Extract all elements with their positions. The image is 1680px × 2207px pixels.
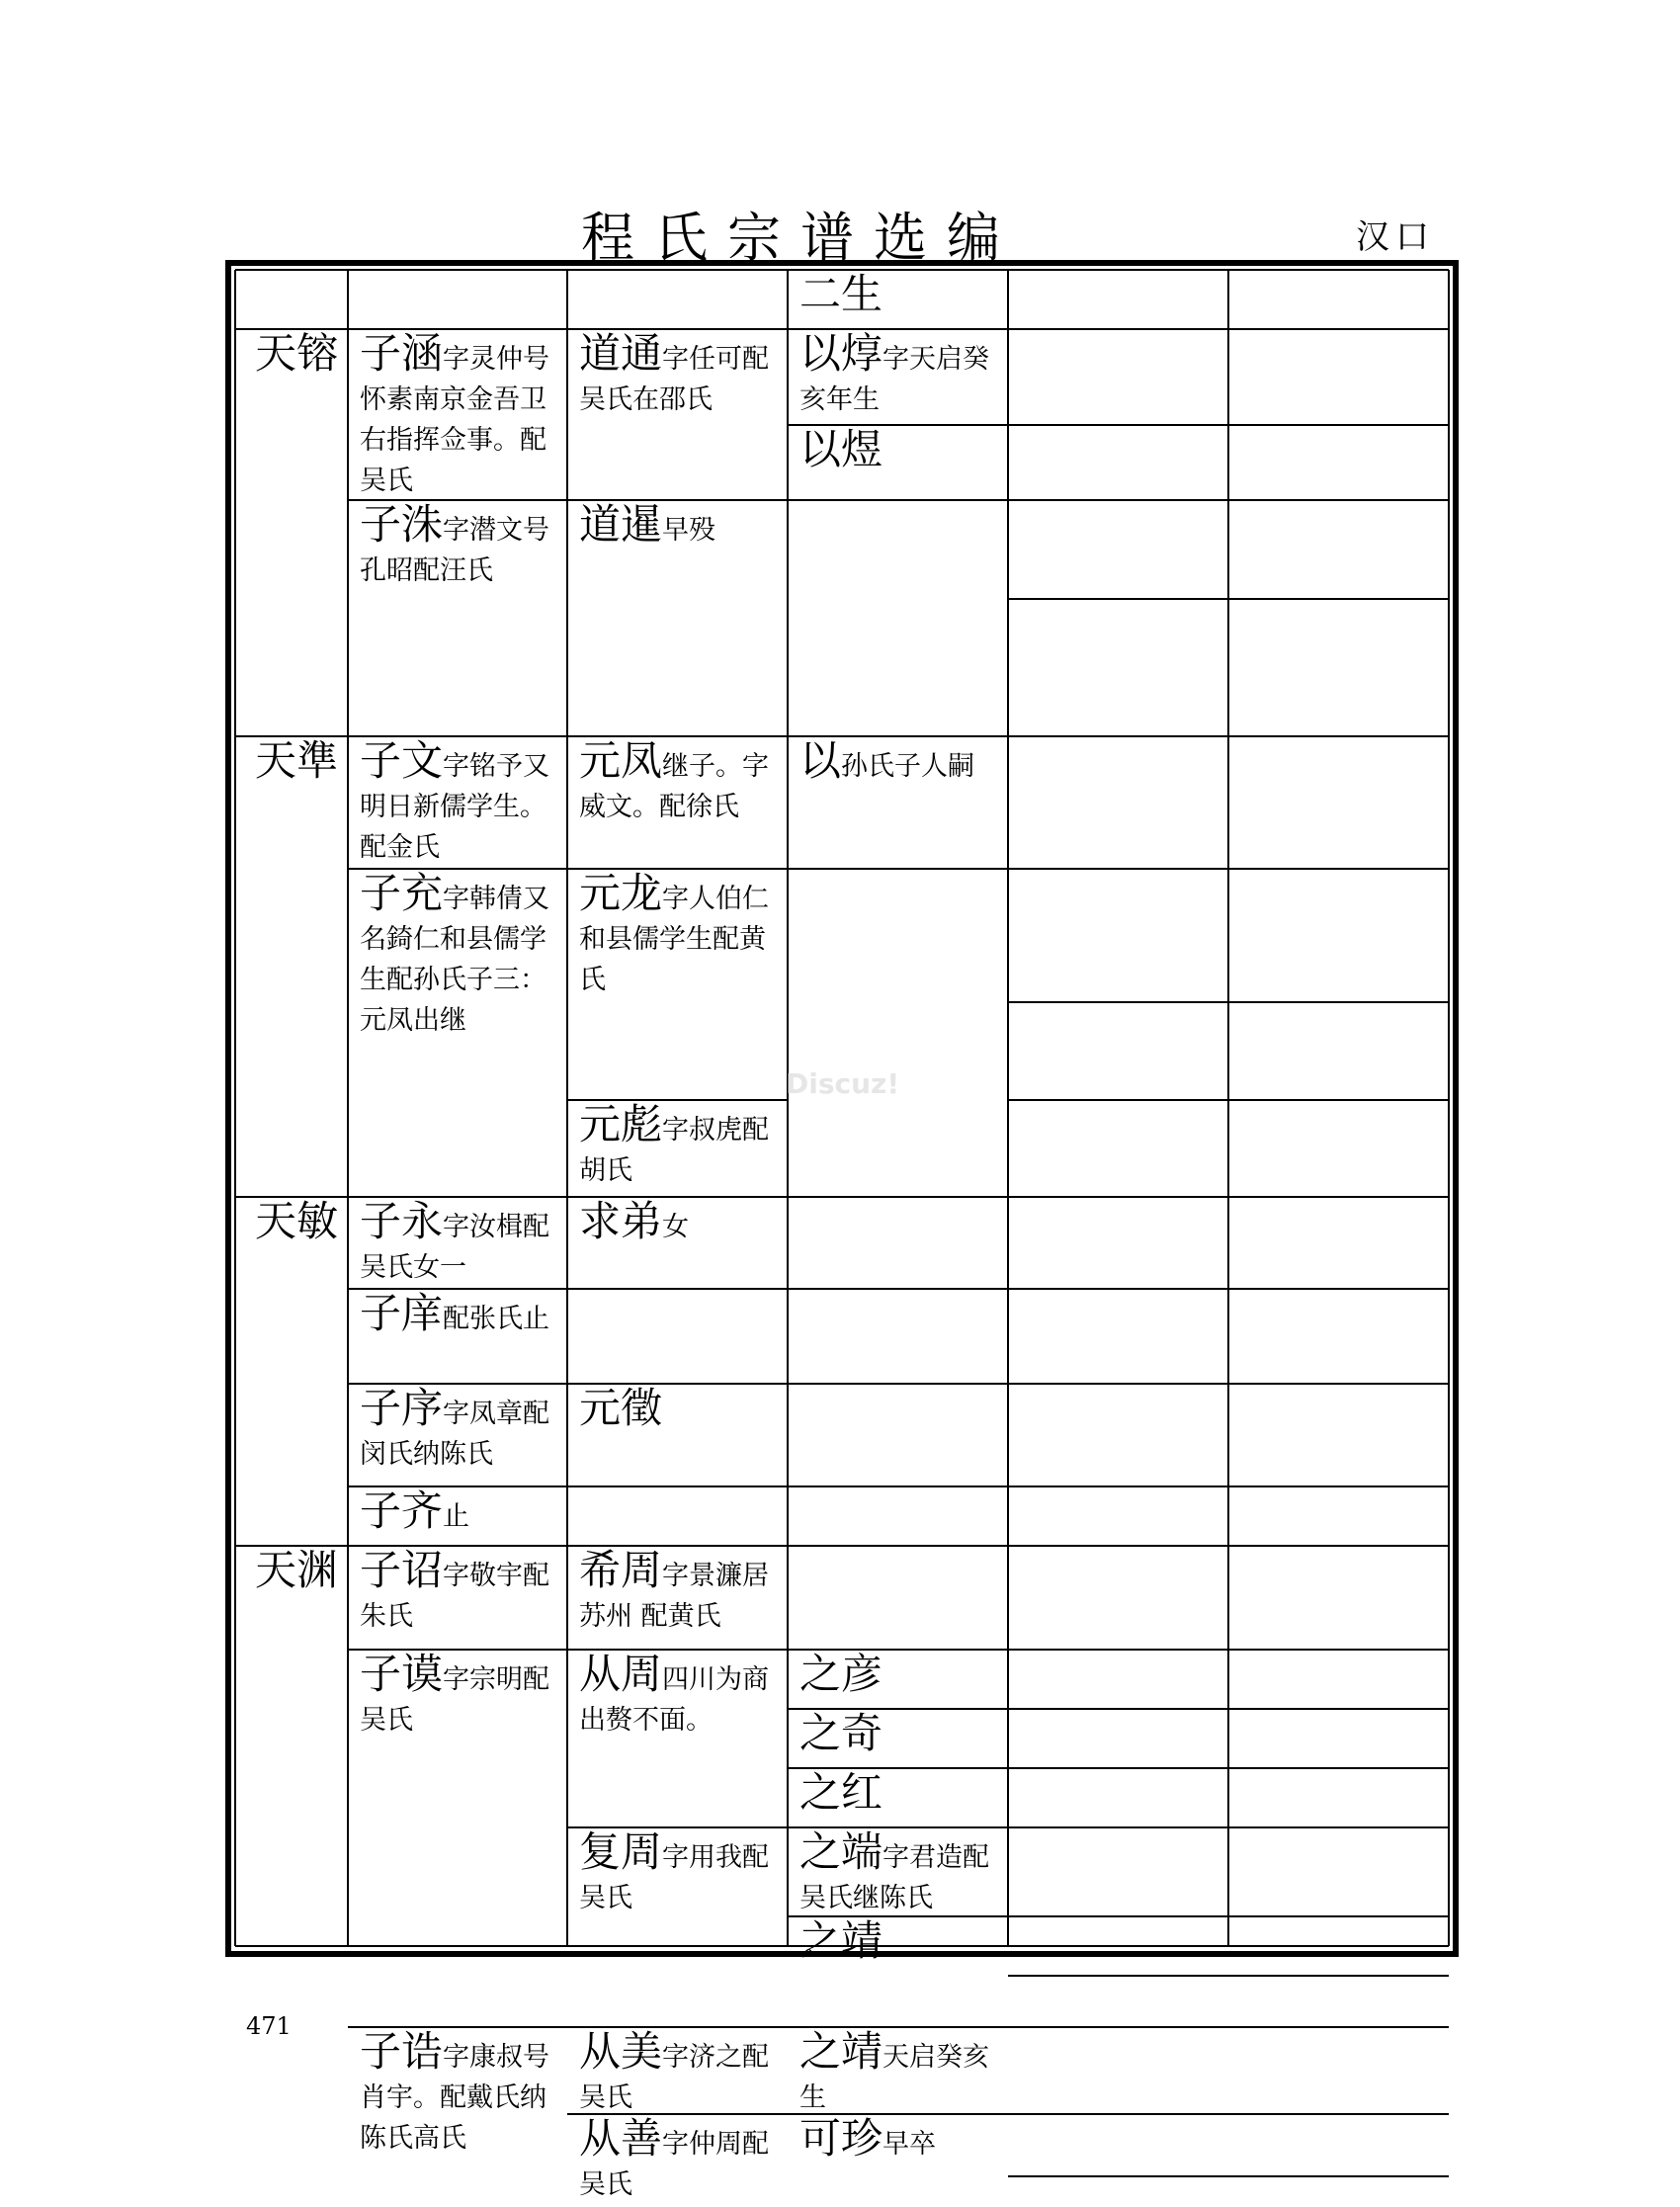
- row-divider: [1008, 1975, 1449, 1977]
- person-cell: [788, 1650, 1008, 1709]
- person-note: 字敬宇配朱氏: [360, 1561, 550, 1632]
- person-note: 字铭予又明日新儒学生。配金氏: [360, 751, 550, 863]
- person-name: 从善: [579, 2114, 663, 2163]
- row-divider: [1008, 2026, 1449, 2028]
- region-label: 汉口: [1356, 217, 1435, 257]
- person-cell: [567, 2114, 788, 2207]
- page-title: 程氏宗谱选编: [581, 207, 1020, 269]
- person-name: 可珍: [799, 2114, 883, 2163]
- person-name: 元龙: [579, 869, 663, 917]
- row-divider: [788, 1545, 1008, 1547]
- row-divider: [1008, 1001, 1449, 1003]
- person-note: 字韩倩又名錡仁和县儒学生配孙氏子三：元凤出继: [360, 884, 550, 1036]
- person-note: 字景濂居苏州 配黄氏: [579, 1561, 770, 1632]
- person-note: 字凤章配闵氏纳陈氏: [360, 1399, 550, 1470]
- person-cell: [567, 1827, 788, 2027]
- person-cell: [788, 1916, 1008, 2027]
- person-note: 字康叔号肖宇。配戴氏纳陈氏高氏: [360, 2042, 550, 2154]
- person-note: 止: [443, 1501, 470, 1532]
- person-note: 字汝楫配吴氏女一: [360, 1212, 550, 1283]
- person-note: 继子。字威文。配徐氏: [579, 751, 770, 822]
- person-note: 早卒: [882, 2129, 937, 2160]
- row-divider: [1008, 499, 1449, 501]
- row-divider: [1008, 1545, 1449, 1547]
- row-divider: [1008, 1099, 1449, 1101]
- person-cell: [567, 329, 788, 500]
- person-cell: [788, 1768, 1008, 1827]
- row-divider: [1008, 2113, 1449, 2115]
- person-note: 字人伯仁和县儒学生配黄氏: [579, 884, 770, 995]
- person-name: 元徵: [579, 1384, 663, 1432]
- person-note: 字仲周配吴氏: [579, 2129, 770, 2200]
- person-cell: [567, 500, 788, 736]
- person-cell: [788, 425, 1008, 500]
- person-name: 天镕: [255, 329, 339, 378]
- generation-cell: [235, 1546, 348, 1946]
- row-divider: [1008, 868, 1449, 870]
- person-name: 子文: [360, 736, 444, 785]
- person-name: 之红: [799, 1768, 883, 1817]
- row-divider: [1008, 1708, 1449, 1710]
- row-divider: [1008, 1485, 1449, 1487]
- row-divider: [1008, 1826, 1449, 1828]
- person-name: 子齐: [360, 1486, 444, 1535]
- watermark-text: Discuz!: [786, 1067, 900, 1100]
- generation-cell: [235, 1197, 348, 1546]
- person-note: 字济之配吴氏: [579, 2042, 770, 2113]
- person-name: 元凤: [579, 736, 663, 785]
- row-divider: [1008, 1196, 1449, 1198]
- row-divider: [1008, 328, 1449, 330]
- person-note: 字用我配吴氏: [579, 1842, 770, 1913]
- person-name: 以焞: [799, 329, 883, 378]
- person-cell: [348, 329, 567, 500]
- person-cell: [567, 1100, 788, 1197]
- person-note: 字任可配吴氏在邵氏: [579, 344, 770, 415]
- person-note: 配张氏止: [443, 1304, 550, 1334]
- person-note: 字灵仲号怀素南京金吾卫右指挥佥事。配吴氏: [360, 344, 550, 496]
- person-cell: [567, 736, 788, 869]
- person-cell: [567, 1197, 788, 1289]
- generation-cell: [235, 736, 348, 1197]
- person-name: 天敏: [255, 1197, 339, 1245]
- person-name: 天準: [255, 736, 339, 785]
- person-name: 子洙: [360, 500, 444, 549]
- row-divider: [1008, 1767, 1449, 1769]
- person-name: 子涵: [360, 329, 444, 378]
- person-name: 从美: [579, 2027, 663, 2076]
- column-divider: [1448, 270, 1450, 1946]
- row-divider: [788, 1383, 1008, 1385]
- person-cell: [567, 869, 788, 1100]
- person-note: 字潜文号孔昭配汪氏: [360, 515, 550, 586]
- person-cell: [348, 869, 567, 1197]
- person-note: 字叔虎配胡氏: [579, 1115, 770, 1186]
- person-name: 之靖: [799, 1916, 883, 1965]
- row-divider: [1008, 1649, 1449, 1651]
- person-note: 孙氏子人嗣: [841, 751, 975, 782]
- row-divider: [1008, 1288, 1449, 1290]
- person-name: 之靖: [799, 2027, 883, 2076]
- person-name: 求弟: [579, 1197, 663, 1245]
- person-cell: [348, 1546, 567, 1650]
- row-divider: [1008, 2175, 1449, 2177]
- person-name: 之端: [799, 1827, 883, 1876]
- row-divider: [1008, 735, 1449, 737]
- person-name: 复周: [579, 1827, 663, 1876]
- person-cell: [788, 2114, 1008, 2166]
- person-cell: [567, 1650, 788, 1827]
- generation-cell: [235, 329, 348, 736]
- row-divider: [1008, 1915, 1449, 1917]
- person-name: 道通: [579, 329, 663, 378]
- person-cell: [788, 1827, 1008, 1916]
- person-name: 之奇: [799, 1709, 883, 1757]
- person-cell: [788, 2027, 1008, 2114]
- person-note: 女: [662, 1212, 690, 1242]
- person-name: 子永: [360, 1197, 444, 1245]
- person-cell: [788, 1709, 1008, 1768]
- person-name: 元彪: [579, 1100, 663, 1148]
- person-name: 从周: [579, 1650, 663, 1698]
- row-divider: [1008, 598, 1449, 600]
- person-cell: [348, 1650, 567, 2027]
- person-cell: [348, 1486, 567, 1546]
- person-cell: [567, 1384, 788, 1486]
- person-name: 之彦: [799, 1650, 883, 1698]
- row-divider: [1008, 424, 1449, 426]
- person-name: 子充: [360, 869, 444, 917]
- person-name: 希周: [579, 1546, 663, 1594]
- person-note: 字天启癸亥年生: [799, 344, 990, 415]
- person-cell: [348, 500, 567, 736]
- person-cell: [348, 2027, 567, 2161]
- row-divider: [788, 1288, 1008, 1290]
- person-note: 天启癸亥生: [799, 2042, 990, 2113]
- person-name: 子诰: [360, 2027, 444, 2076]
- person-cell: [348, 1289, 567, 1384]
- person-name: 道暹: [579, 500, 663, 549]
- person-note: 早殁: [662, 515, 716, 546]
- person-cell: [348, 736, 567, 869]
- person-name: 天渊: [255, 1546, 339, 1594]
- person-name: 二生: [799, 270, 883, 318]
- row-divider: [1008, 1383, 1449, 1385]
- row-divider: [788, 1196, 1008, 1198]
- person-note: 字宗明配吴氏: [360, 1664, 550, 1736]
- row-divider: [788, 1485, 1008, 1487]
- person-cell: [348, 1197, 567, 1289]
- person-cell: [348, 1384, 567, 1486]
- person-cell: [567, 1546, 788, 1650]
- person-cell: [788, 736, 1008, 869]
- person-name: 子诏: [360, 1546, 444, 1594]
- person-cell: [788, 329, 1008, 425]
- person-cell: [788, 270, 1008, 329]
- person-note: 字君造配吴氏继陈氏: [799, 1842, 990, 1913]
- person-name: 子庠: [360, 1289, 444, 1337]
- person-note: 四川为商出赘不面。: [579, 1664, 770, 1736]
- person-name: 子谟: [360, 1650, 444, 1698]
- column-divider: [1227, 270, 1229, 1946]
- page-number: 471: [246, 2012, 292, 2040]
- person-name: 以煜: [799, 425, 883, 473]
- person-cell: [567, 2027, 788, 2114]
- person-name: 以: [799, 736, 842, 785]
- person-name: 子序: [360, 1384, 444, 1432]
